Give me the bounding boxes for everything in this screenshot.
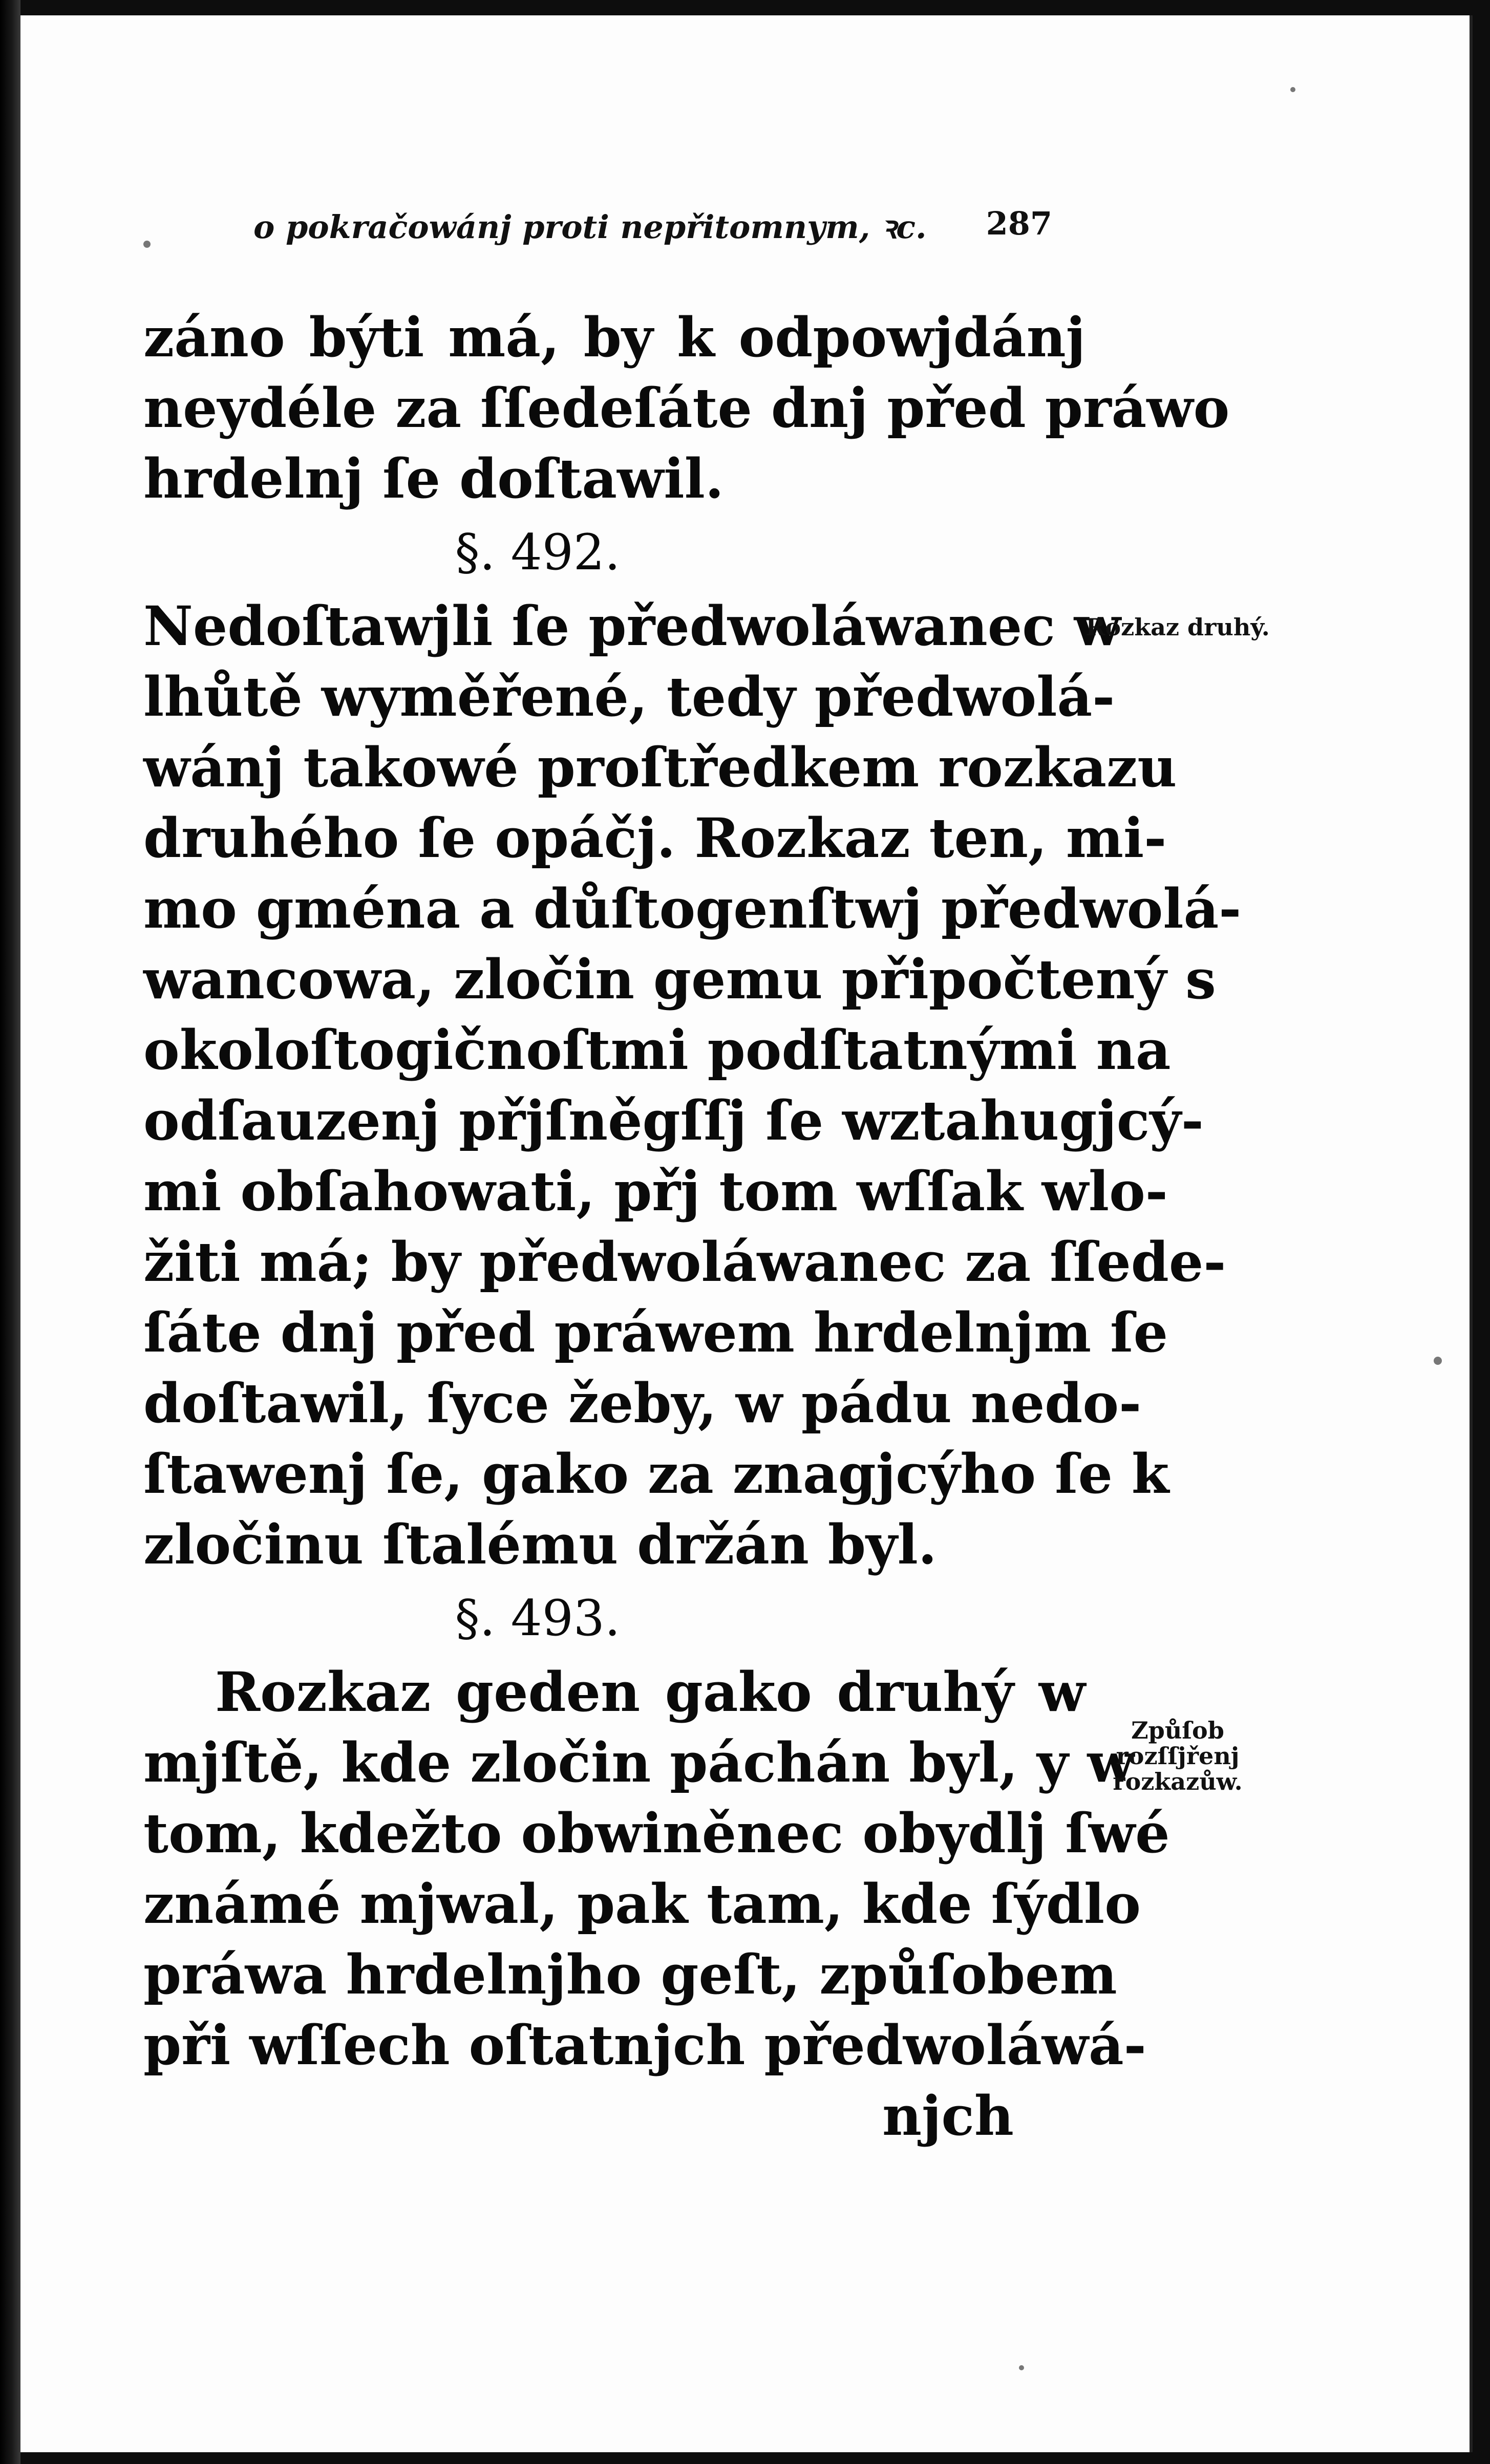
text-line: lhůtě wyměřené, tedy předwolá- xyxy=(143,665,1115,729)
paper-speck xyxy=(1290,87,1295,92)
paper-speck xyxy=(1434,1357,1442,1365)
text-line: práwa hrdelnjho geſt, způſobem xyxy=(143,1942,1117,2006)
running-head xyxy=(253,205,1052,248)
text-line: ſáte dnj před práwem hrdelnjm ſe xyxy=(143,1300,1168,1364)
text-line: tom, kdežto obwiněnec obydlj ſwé xyxy=(143,1801,1170,1865)
text-line: mi obſahowati, přj tom wſſak wlo- xyxy=(143,1159,1168,1223)
text-line: při wſſech oſtatnjch předwoláwá- xyxy=(143,2013,1146,2077)
text-line: mo gména a důſtogenſtwj předwolá- xyxy=(143,876,1242,940)
paper-speck xyxy=(143,241,151,248)
text-line: známé mjwal, pak tam, kde ſýdlo xyxy=(143,1872,1141,1936)
margin-note-zpusob: Způſob rozſſjřenj rozkazůw. xyxy=(1113,1717,1243,1795)
section-heading-493: §. 493. xyxy=(455,1590,621,1647)
text-line: odſauzenj přjſněgſſj ſe wztahugjcý- xyxy=(143,1088,1204,1152)
catchword: njch xyxy=(882,2084,1014,2148)
text-line: zločinu ſtalému držán byl. xyxy=(143,1512,937,1576)
text-line: záno býti má, by k odpowjdánj xyxy=(143,305,1085,369)
binding-shadow xyxy=(0,0,20,2464)
text-line: ſtawenj ſe, gako za znagjcýho ſe k xyxy=(143,1442,1169,1506)
section-heading-492: §. 492. xyxy=(455,524,621,581)
text-line: mjſtě, kde zločin páchán byl, y w xyxy=(143,1730,1134,1794)
paper-speck xyxy=(1019,2365,1024,2370)
text-line: Rozkaz geden gako druhý w xyxy=(215,1660,1085,1724)
text-line: wánj takowé proſtředkem rozkazu xyxy=(143,735,1177,799)
text-line: neydéle za ſſedeſáte dnj před práwo xyxy=(143,376,1230,440)
text-line: wancowa, zločin gemu připočtený s xyxy=(143,947,1216,1011)
text-line: doſtawil, ſyce žeby, w pádu nedo- xyxy=(143,1371,1142,1435)
text-line: hrdelnj ſe doſtawil. xyxy=(143,446,724,510)
text-line: druhého ſe opáčj. Rozkaz ten, mi- xyxy=(143,806,1167,870)
book-page xyxy=(20,15,1473,2452)
text-line: žiti má; by předwoláwanec za ſſede- xyxy=(143,1230,1226,1294)
text-line: okoloſtogičnoſtmi podſtatnými na xyxy=(143,1018,1171,1082)
running-head-title: o pokračowánj proti nepřitomnym, ꝛc. xyxy=(253,208,927,246)
text-line: Nedoſtawjli ſe předwoláwanec w xyxy=(143,594,1121,658)
margin-note-rozkaz-druhy: Rozkaz druhý. xyxy=(1085,613,1270,641)
page-number: 287 xyxy=(986,205,1052,242)
